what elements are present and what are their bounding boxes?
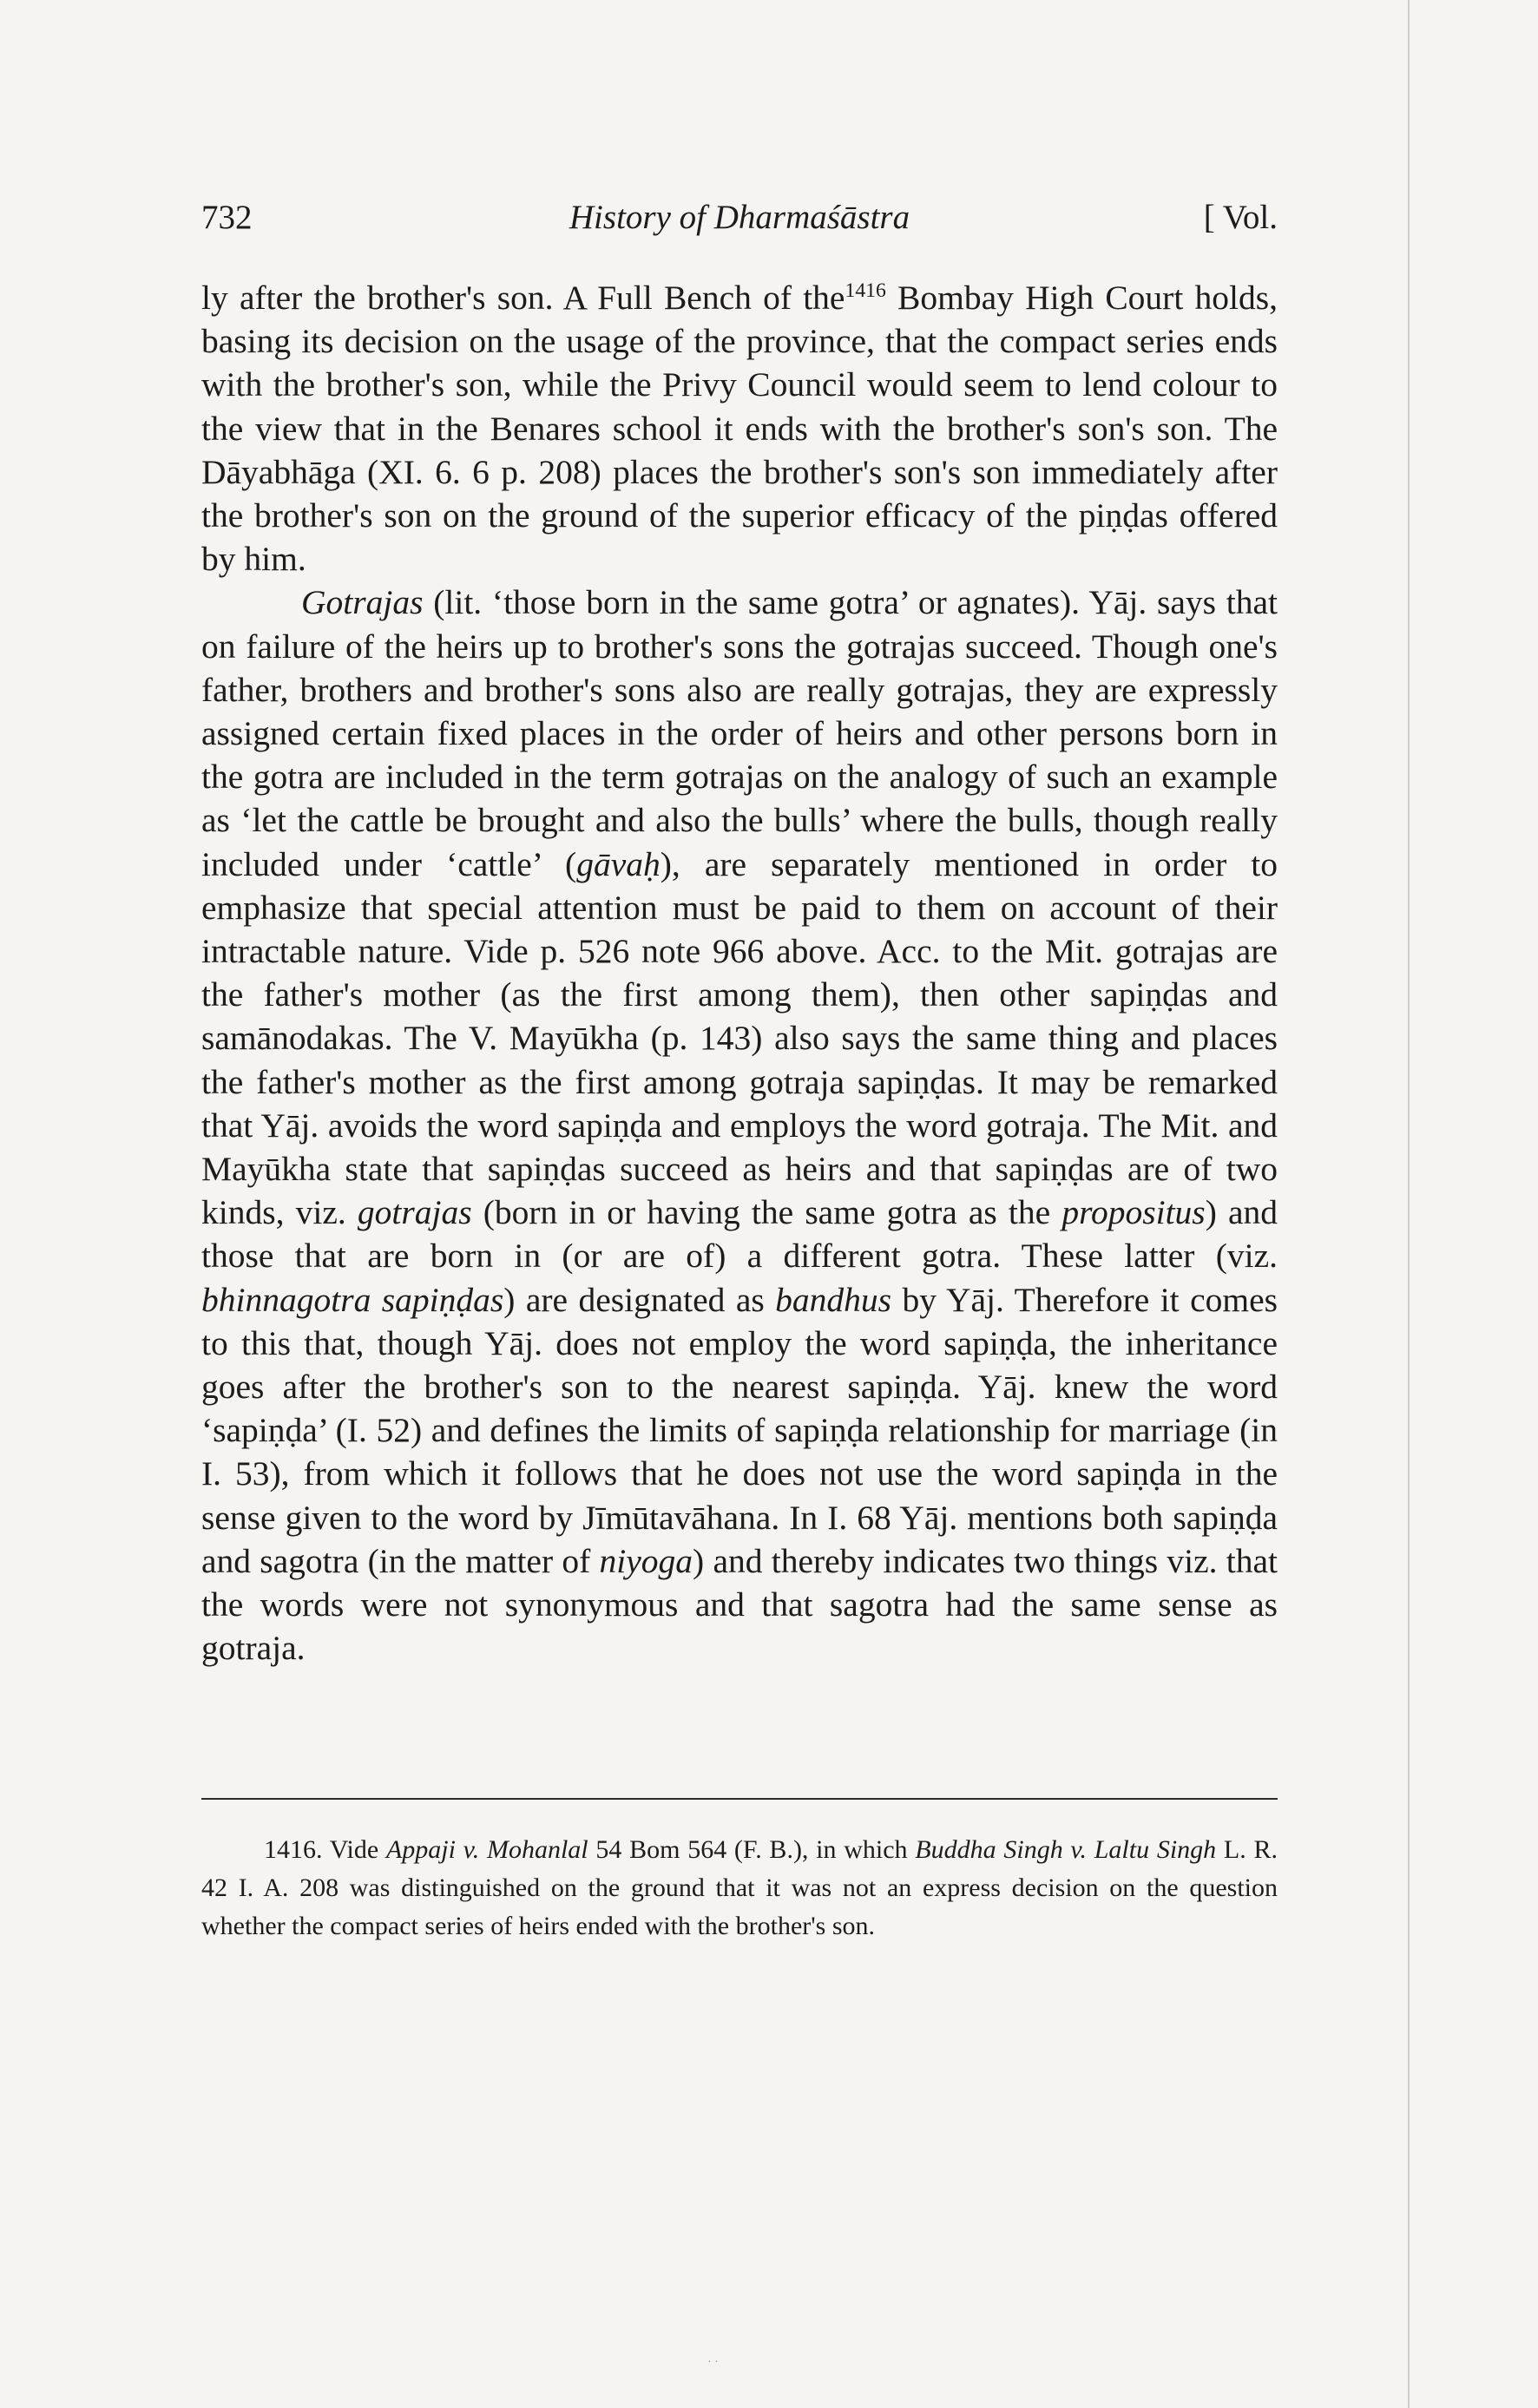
footnote-run: L. R. 42 I. A. 208 was distinguished on the ground that it was not an express decision on the question whether the compact series of heirs ended with the brother's son. (201, 1835, 1278, 1940)
footnote-run: Appaji v. Mohanlal (385, 1835, 588, 1864)
footnote-run: 54 Bom 564 (F. B.), in which (588, 1835, 916, 1864)
paragraph (201, 581, 1278, 1670)
footnote-ref: 1416 (845, 279, 886, 302)
text-run: bandhus (775, 1280, 892, 1319)
footnote-1416 (201, 1831, 1278, 1945)
text-run: (born in or having the same gotra as the (471, 1193, 1062, 1232)
text-run: ) and thereby indicates two things viz. that the words were not synonymous and that sagotra had the same sense as gotraja. (201, 1541, 1278, 1668)
body-text (201, 276, 1278, 1670)
text-run: gotrajas (357, 1193, 472, 1232)
paragraph (201, 276, 1278, 581)
page-edge-line (1408, 0, 1410, 2408)
text-run: ) are designated as (503, 1280, 776, 1319)
text-run: (lit. ‘those born in the same gotra’ or agnates). Yāj. says that on failure of the heirs up to brother's sons the gotrajas succeed. Though one's father, brothers and brother's sons also are really gotrajas, they are expressly assigned certain fixed places in the order of heirs and other persons born in the gotra are included in the term gotrajas on the analogy of such an example as ‘let the cattle be brought and also the bulls’ where the bulls, though really included under ‘cattle’ ( (201, 583, 1278, 883)
footnote-run: 1416. Vide (264, 1835, 386, 1864)
text-run: ) and those that are born in (or are of) a different gotra. These latter (viz. (201, 1193, 1278, 1276)
text-run: ), are separately mentioned in order to emphasize that special attention must be paid to them on account of their intractable nature. Vide p. 526 note 966 above. Acc. to the Mit. gotrajas are the father's mother (as the first among them), then other sapiṇḍas and samānodakas. The V. Mayūkha (p. 143) also says the same thing and places the father's mother as the first among gotraja sapiṇḍas. It may be remarked that Yāj. avoids the word sapiṇḍa and employs the word gotraja. The Mit. and Mayūkha state that sapiṇḍas succeed as heirs and that sapiṇḍas are of two kinds, viz. (201, 844, 1278, 1232)
text-run: niyoga (599, 1541, 693, 1580)
scan-specks: · · (707, 2356, 719, 2369)
running-header (201, 198, 1278, 250)
volume-label: [ Vol. (1203, 199, 1278, 236)
running-title: History of Dharmaśāstra (569, 199, 910, 236)
page-number: 732 (201, 199, 253, 236)
text-run: by Yāj. Therefore it comes to this that, though Yāj. does not employ the word sapiṇḍa, the inheritance goes after the brother's son to the nearest sapiṇḍa. Yāj. knew the word ‘sapiṇḍa’ (I. 52) and defines the limits of sapiṇḍa relationship for marriage (in I. 53), from which it follows that he does not use the word sapiṇḍa in the sense given to the word by Jīmūtavāhana. In I. 68 Yāj. mentions both sapiṇḍa and sagotra (in the matter of (201, 1280, 1278, 1580)
text-run: gāvaḥ (576, 844, 661, 883)
footnote-rule (201, 1798, 1278, 1800)
text-run: Gotrajas (301, 583, 424, 622)
footnote-run: Buddha Singh v. Laltu Singh (915, 1835, 1217, 1864)
text-run: Bombay High Court holds, basing its decision on the usage of the province, that the compact series ends with the brother's son, while the Privy Council would seem to lend colour to the view that in the Benares school it ends with the brother's son's son. The Dāyabhāga (XI. 6. 6 p. 208) places the brother's son's son immediately after the brother's son on the ground of the superior efficacy of the piṇḍas offered by him. (201, 279, 1278, 579)
text-run: propositus (1061, 1193, 1206, 1232)
text-run: bhinnagotra sapiṇḍas (201, 1280, 504, 1319)
text-run: ly after the brother's son. A Full Bench of the (201, 279, 845, 317)
